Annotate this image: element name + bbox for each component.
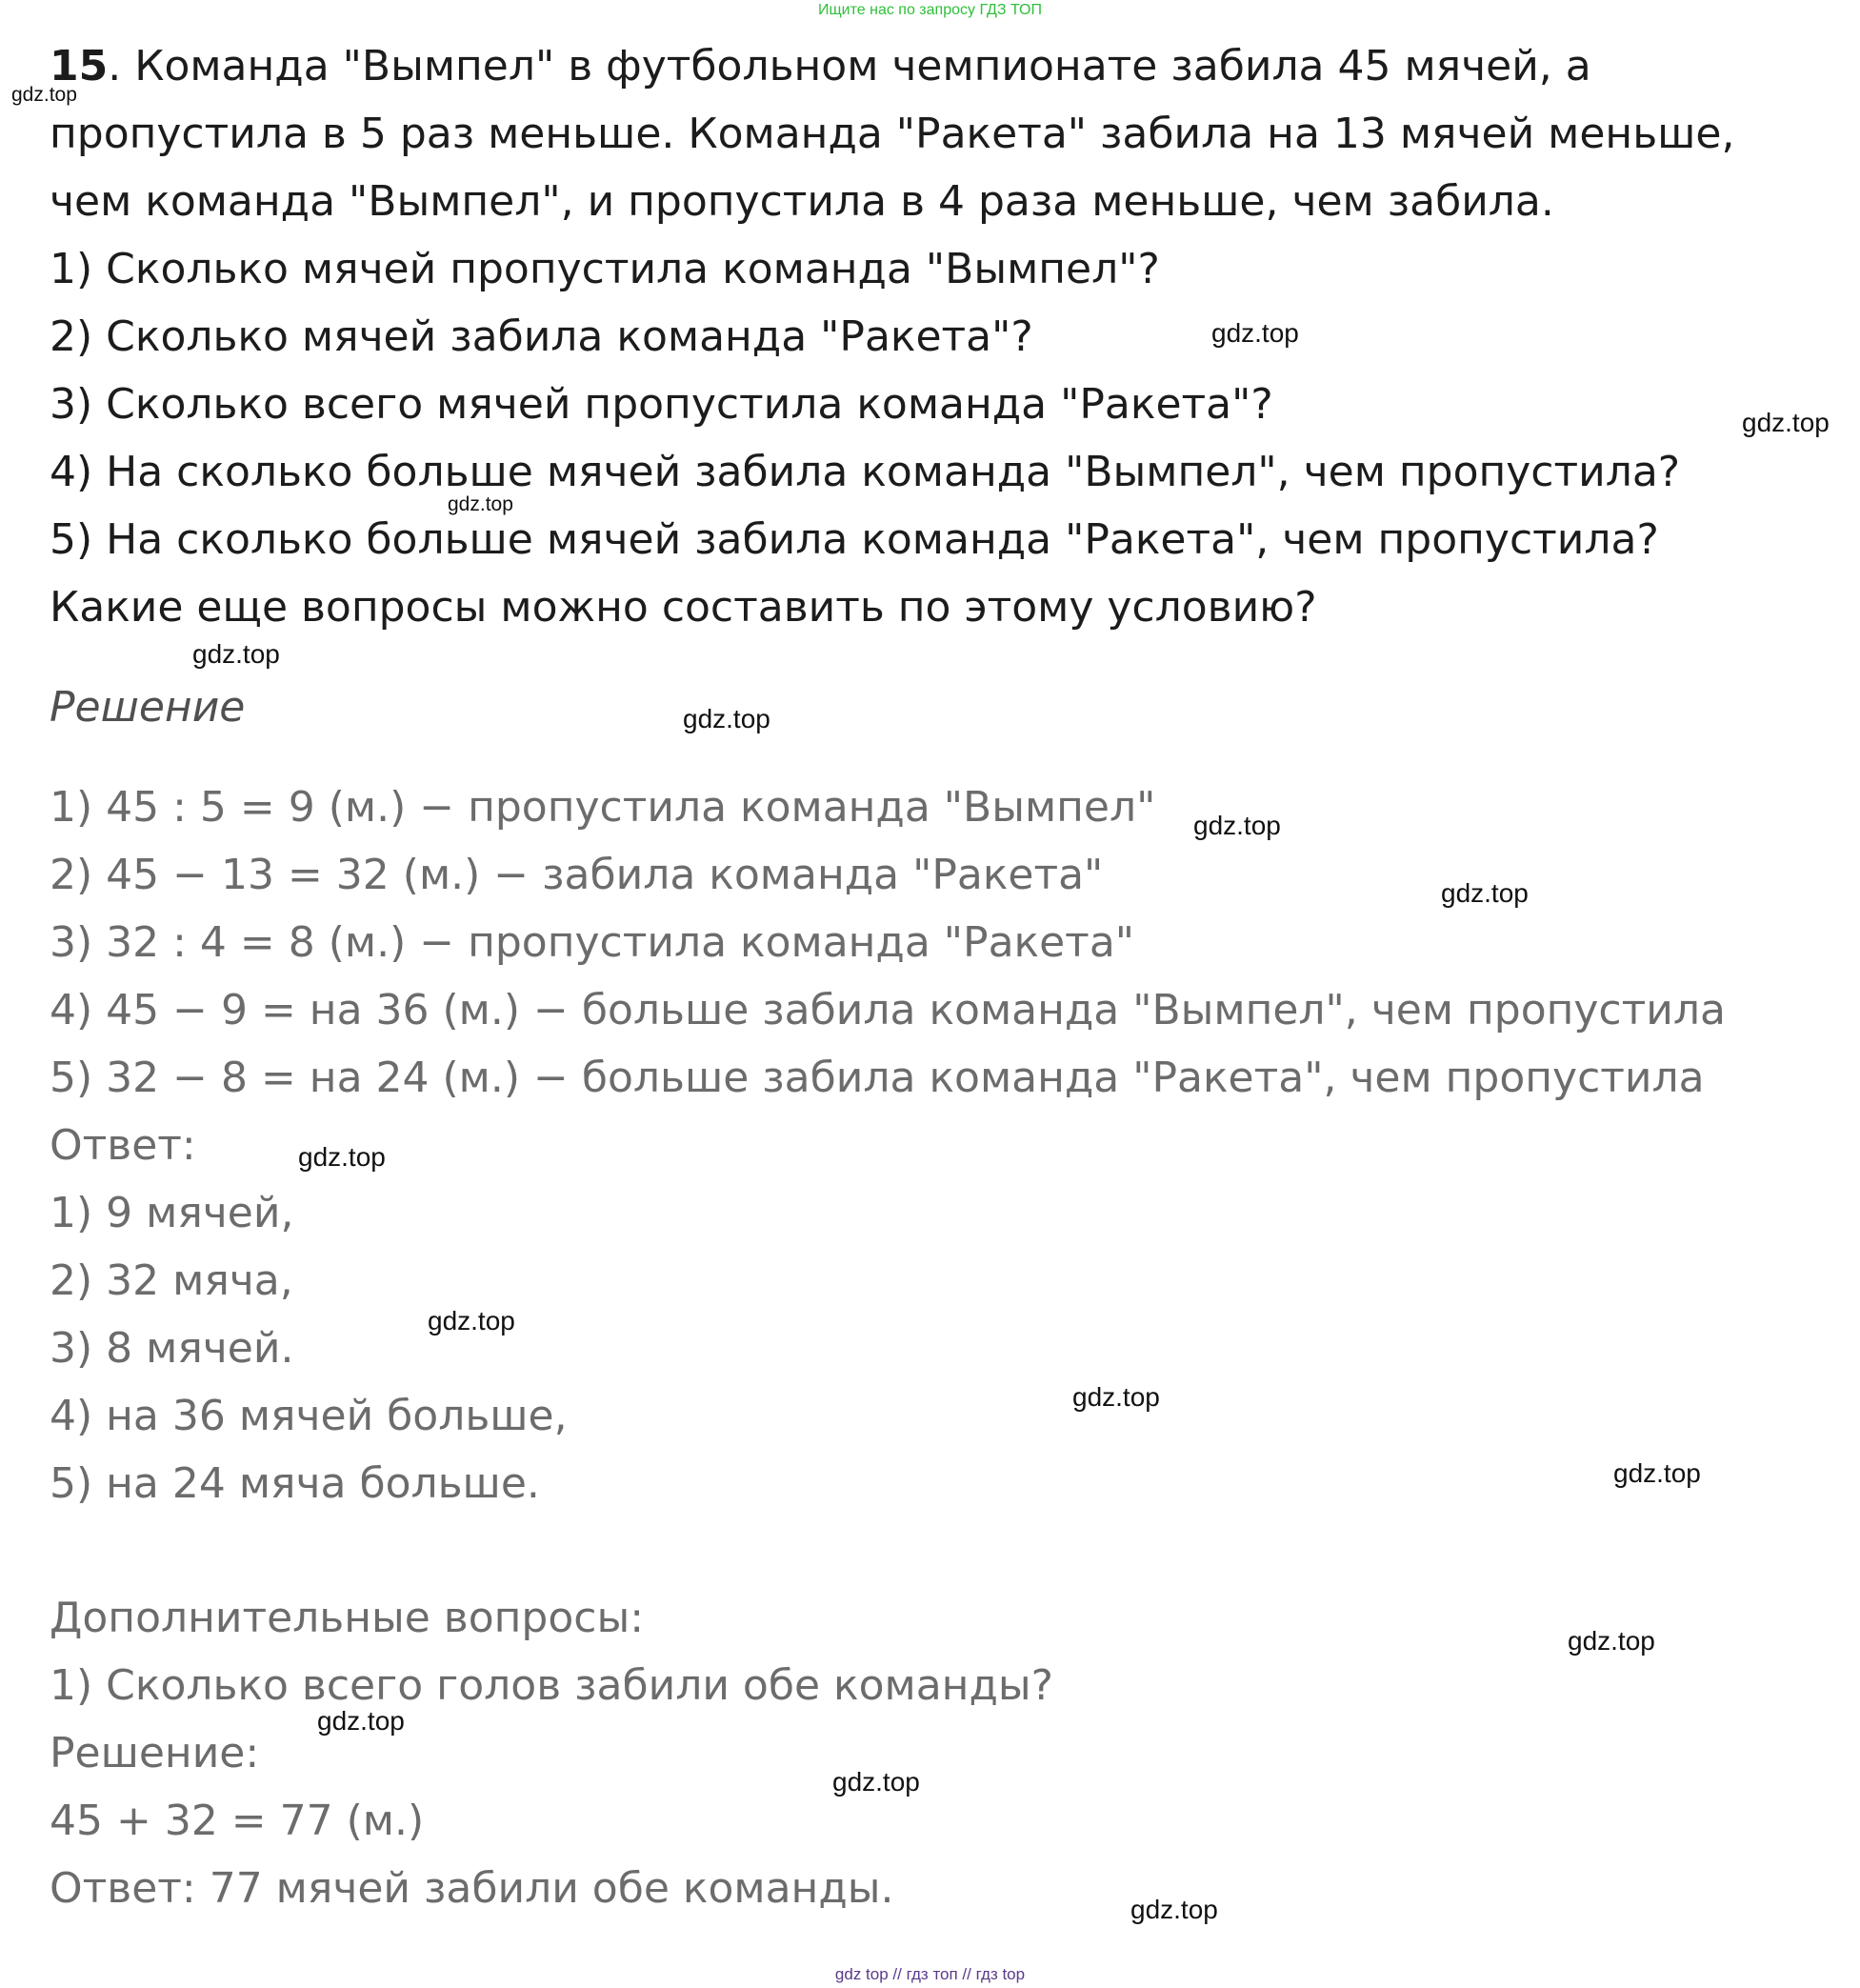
- watermark: gdz.top: [1211, 318, 1299, 348]
- question-4: 4) На сколько больше мячей забила команда "Вымпел", чем пропустила?: [50, 448, 1681, 496]
- watermark: gdz.top: [683, 704, 770, 733]
- watermark: gdz.top: [298, 1142, 386, 1172]
- answer-5: 5) на 24 мяча больше.: [50, 1459, 540, 1508]
- question-1: 1) Сколько мячей пропустила команда "Вымпел"?: [50, 245, 1160, 293]
- watermark: gdz.top: [11, 84, 77, 106]
- solution-step-2: 2) 45 − 13 = 32 (м.) − забила команда "Ракета": [50, 851, 1104, 899]
- watermark: gdz.top: [1742, 408, 1830, 437]
- additional-calculation: 45 + 32 = 77 (м.): [50, 1797, 425, 1845]
- watermark: gdz.top: [428, 1306, 515, 1335]
- watermark: gdz.top: [1072, 1382, 1160, 1412]
- problem-line: чем команда "Вымпел", и пропустила в 4 раза меньше, чем забила.: [50, 177, 1554, 226]
- solution-step-3: 3) 32 : 4 = 8 (м.) − пропустила команда "Ракета": [50, 918, 1135, 967]
- problem-line: пропустила в 5 раз меньше. Команда "Ракета" забила на 13 мячей меньше,: [50, 110, 1735, 158]
- watermark: gdz.top: [1568, 1626, 1655, 1656]
- watermark: gdz.top: [1130, 1895, 1218, 1924]
- solution-title: Решение: [50, 683, 246, 732]
- watermark: gdz.top: [1613, 1458, 1701, 1488]
- watermark: gdz.top: [1193, 811, 1281, 840]
- watermark: gdz.top: [832, 1767, 920, 1797]
- question-2: 2) Сколько мячей забила команда "Ракета"?: [50, 312, 1033, 361]
- question-5: 5) На сколько больше мячей забила команда "Ракета", чем пропустила?: [50, 515, 1659, 564]
- extra-questions-prompt: Какие еще вопросы можно составить по этому условию?: [50, 583, 1317, 632]
- solution-step-1: 1) 45 : 5 = 9 (м.) − пропустила команда "Вымпел": [50, 783, 1156, 832]
- footer-links: gdz top // гдз топ // гдз top: [834, 1965, 1026, 1983]
- answer-2: 2) 32 мяча,: [50, 1256, 293, 1305]
- additional-question: 1) Сколько всего голов забили обе команды?: [50, 1661, 1053, 1710]
- question-3: 3) Сколько всего мячей пропустила команда "Ракета"?: [50, 380, 1273, 429]
- answer-4: 4) на 36 мячей больше,: [50, 1392, 568, 1440]
- watermark: gdz.top: [317, 1706, 405, 1736]
- watermark: gdz.top: [192, 639, 280, 669]
- additional-title: Дополнительные вопросы:: [50, 1594, 645, 1642]
- problem-number: 15: [50, 42, 109, 90]
- watermark: gdz.top: [448, 493, 513, 515]
- answer-1: 1) 9 мячей,: [50, 1189, 294, 1237]
- solution-step-4: 4) 45 − 9 = на 36 (м.) − больше забила команда "Вымпел", чем пропустила: [50, 986, 1726, 1034]
- answer-label: Ответ:: [50, 1121, 196, 1170]
- top-banner: Ищите нас по запросу ГДЗ ТОП: [818, 2, 1042, 18]
- answer-3: 3) 8 мячей.: [50, 1324, 294, 1373]
- additional-answer: Ответ: 77 мячей забили обе команды.: [50, 1864, 894, 1913]
- solution-step-5: 5) 32 − 8 = на 24 (м.) − больше забила команда "Ракета", чем пропустила: [50, 1054, 1705, 1102]
- watermark: gdz.top: [1441, 878, 1529, 908]
- additional-solution-label: Решение:: [50, 1729, 260, 1777]
- problem-line: 15. Команда "Вымпел" в футбольном чемпионате забила 45 мячей, а: [50, 42, 1591, 90]
